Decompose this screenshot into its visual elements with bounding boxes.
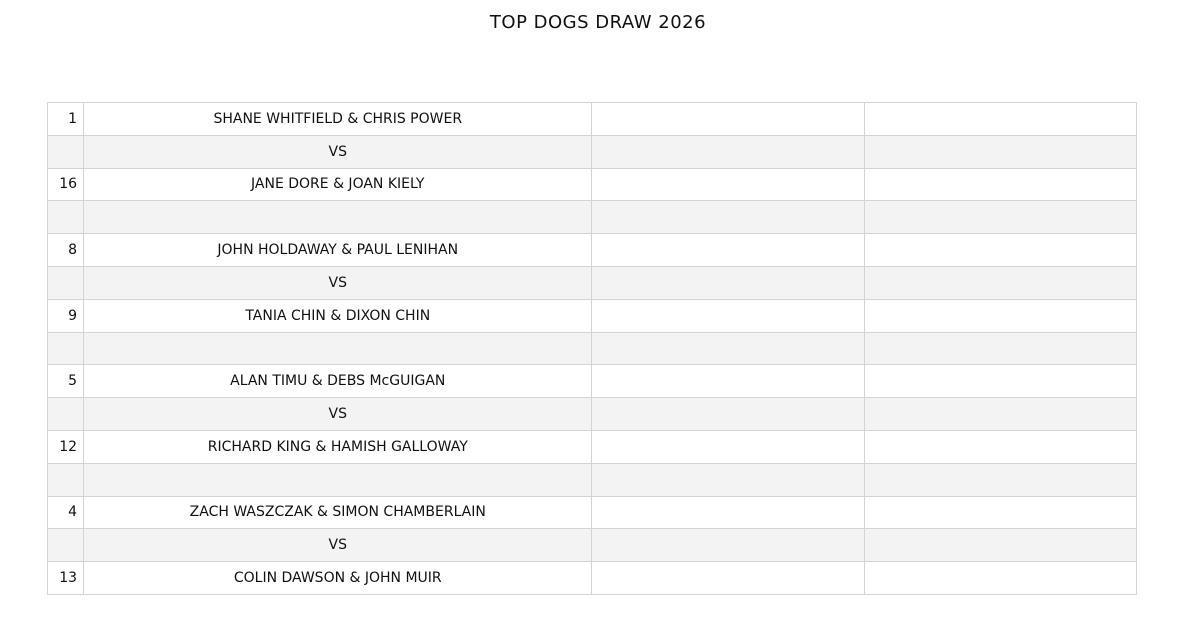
round-three-cell[interactable] [864,529,1136,562]
vs-cell[interactable]: VS [84,266,592,299]
team-cell[interactable]: COLIN DAWSON & JOHN MUIR [84,562,592,595]
round-three-cell[interactable] [864,299,1136,332]
round-three-cell[interactable] [864,496,1136,529]
round-three-cell[interactable] [864,234,1136,267]
team-cell[interactable] [84,201,592,234]
seed-cell[interactable] [48,266,84,299]
vs-cell[interactable]: VS [84,529,592,562]
seed-cell[interactable]: 4 [48,496,84,529]
round-two-cell[interactable] [592,266,864,299]
round-two-cell[interactable] [592,332,864,365]
draw-table [47,102,1137,595]
table-row [48,529,1137,562]
seed-cell[interactable] [48,201,84,234]
seed-cell[interactable]: 5 [48,365,84,398]
vs-cell[interactable]: VS [84,398,592,431]
table-row [48,332,1137,365]
table-row [48,365,1137,398]
round-three-cell[interactable] [864,430,1136,463]
team-cell[interactable]: JANE DORE & JOAN KIELY [84,168,592,201]
table-row [48,562,1137,595]
round-two-cell[interactable] [592,234,864,267]
round-two-cell[interactable] [592,103,864,136]
team-cell[interactable]: RICHARD KING & HAMISH GALLOWAY [84,430,592,463]
table-row [48,201,1137,234]
round-two-cell[interactable] [592,430,864,463]
seed-cell[interactable]: 9 [48,299,84,332]
seed-cell[interactable] [48,463,84,496]
team-cell[interactable]: JOHN HOLDAWAY & PAUL LENIHAN [84,234,592,267]
seed-cell[interactable]: 13 [48,562,84,595]
table-row [48,234,1137,267]
round-two-cell[interactable] [592,365,864,398]
round-three-cell[interactable] [864,398,1136,431]
round-two-cell[interactable] [592,562,864,595]
round-three-cell[interactable] [864,103,1136,136]
round-two-cell[interactable] [592,398,864,431]
round-three-cell[interactable] [864,463,1136,496]
page-title: TOP DOGS DRAW 2026 [489,12,707,33]
vs-cell[interactable]: VS [84,135,592,168]
table-row [48,463,1137,496]
round-three-cell[interactable] [864,332,1136,365]
round-three-cell[interactable] [864,562,1136,595]
team-cell[interactable]: ALAN TIMU & DEBS McGUIGAN [84,365,592,398]
table-row [48,496,1137,529]
round-two-cell[interactable] [592,529,864,562]
round-three-cell[interactable] [864,266,1136,299]
seed-cell[interactable] [48,135,84,168]
round-two-cell[interactable] [592,201,864,234]
table-row [48,430,1137,463]
table-row [48,299,1137,332]
seed-cell[interactable]: 1 [48,103,84,136]
seed-cell[interactable] [48,398,84,431]
seed-cell[interactable] [48,529,84,562]
round-two-cell[interactable] [592,463,864,496]
round-two-cell[interactable] [592,496,864,529]
round-two-cell[interactable] [592,135,864,168]
round-three-cell[interactable] [864,365,1136,398]
table-row [48,103,1137,136]
table-row [48,398,1137,431]
round-three-cell[interactable] [864,135,1136,168]
seed-cell[interactable]: 12 [48,430,84,463]
round-two-cell[interactable] [592,299,864,332]
table-row [48,135,1137,168]
table-row [48,266,1137,299]
seed-cell[interactable] [48,332,84,365]
seed-cell[interactable]: 16 [48,168,84,201]
round-three-cell[interactable] [864,201,1136,234]
round-two-cell[interactable] [592,168,864,201]
team-cell[interactable] [84,332,592,365]
team-cell[interactable] [84,463,592,496]
team-cell[interactable]: SHANE WHITFIELD & CHRIS POWER [84,103,592,136]
table-row [48,168,1137,201]
team-cell[interactable]: ZACH WASZCZAK & SIMON CHAMBERLAIN [84,496,592,529]
seed-cell[interactable]: 8 [48,234,84,267]
team-cell[interactable]: TANIA CHIN & DIXON CHIN [84,299,592,332]
round-three-cell[interactable] [864,168,1136,201]
draw-table-body [48,103,1137,595]
